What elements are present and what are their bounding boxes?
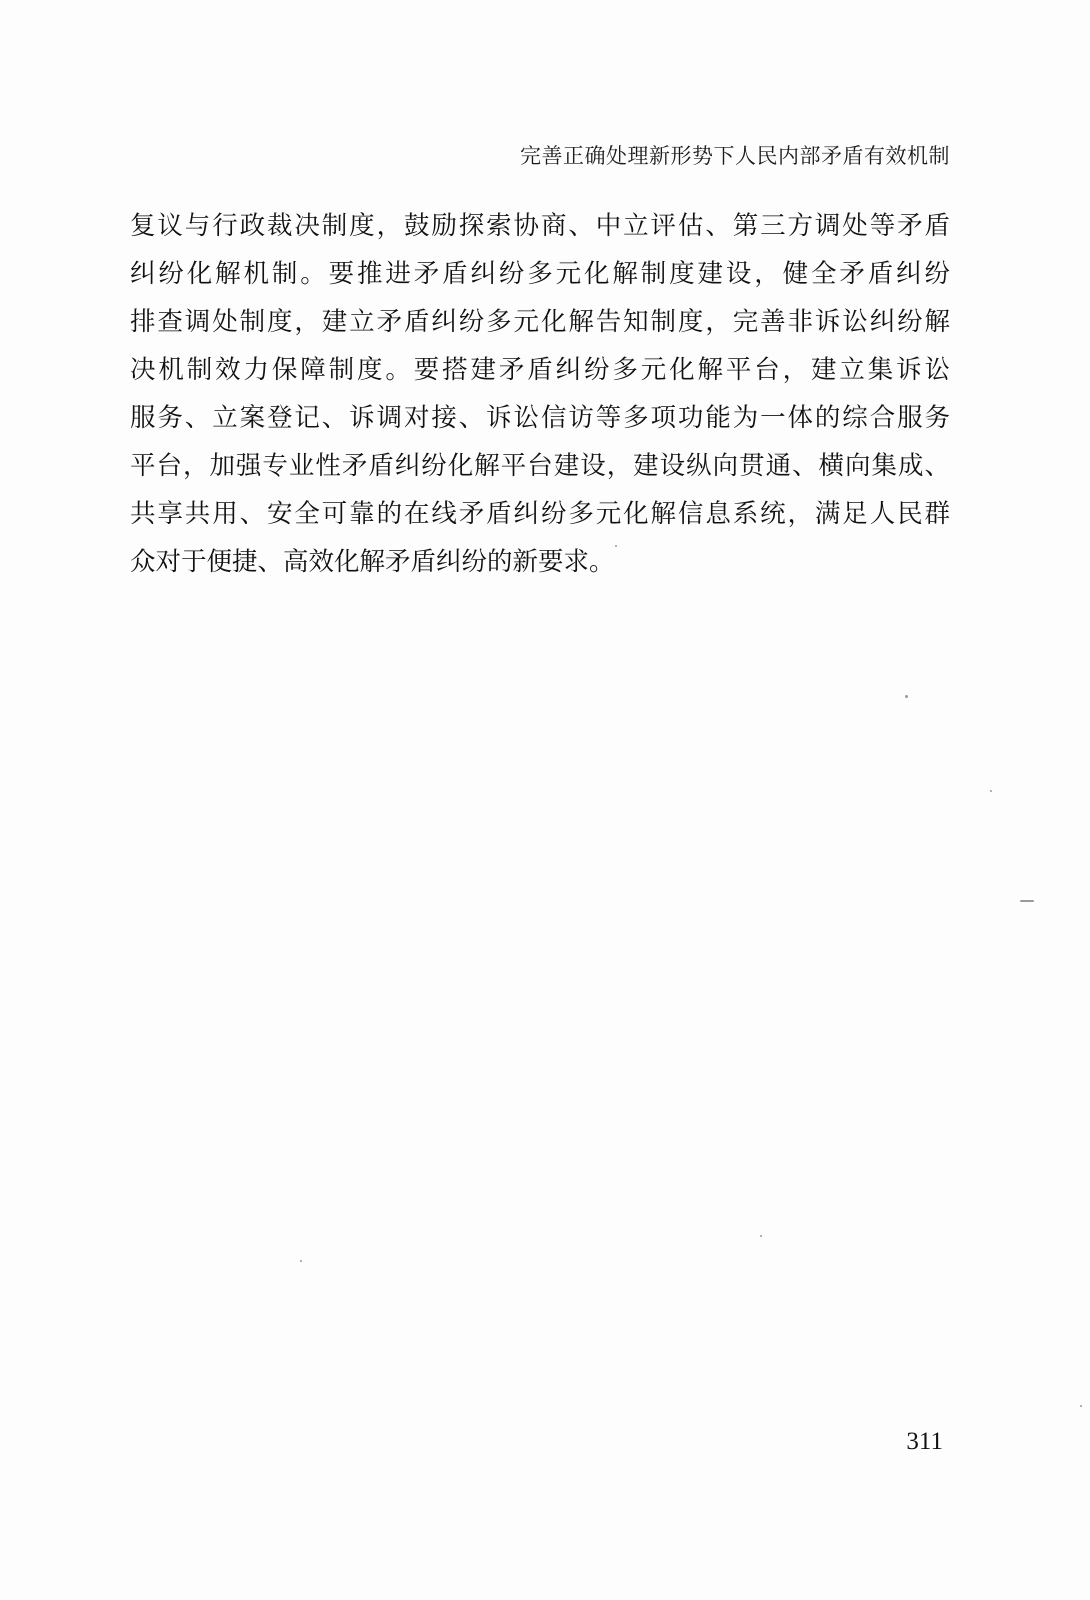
body-line: 决机制效力保障制度。要搭建矛盾纠纷多元化解平台，建立集诉讼 <box>130 355 950 385</box>
page-number: 311 <box>906 1428 943 1455</box>
body-line: 众对于便捷、高效化解矛盾纠纷的新要求。 <box>130 547 615 577</box>
body-line: 平台，加强专业性矛盾纠纷化解平台建设，建设纵向贯通、横向集成、 <box>130 451 950 481</box>
scan-speck <box>990 790 992 792</box>
scan-speck <box>760 1235 762 1237</box>
scan-speck <box>615 545 617 547</box>
body-line: 共享共用、安全可靠的在线矛盾纠纷多元化解信息系统，满足人民群 <box>130 499 950 529</box>
body-line: 服务、立案登记、诉调对接、诉讼信访等多项功能为一体的综合服务 <box>130 403 950 433</box>
body-line: 排查调处制度，建立矛盾纠纷多元化解告知制度，完善非诉讼纠纷解 <box>130 307 950 337</box>
body-line: 复议与行政裁决制度，鼓励探索协商、中立评估、第三方调处等矛盾 <box>130 211 950 241</box>
body-line: 纠纷化解机制。要推进矛盾纠纷多元化解制度建设，健全矛盾纠纷 <box>130 259 950 289</box>
scan-speck <box>1020 900 1034 902</box>
scan-speck <box>1080 1405 1082 1407</box>
scan-speck <box>300 1260 302 1262</box>
scan-speck <box>905 695 908 698</box>
running-header: 完善正确处理新形势下人民内部矛盾有效机制 <box>520 144 950 168</box>
body-paragraph <box>130 202 950 586</box>
